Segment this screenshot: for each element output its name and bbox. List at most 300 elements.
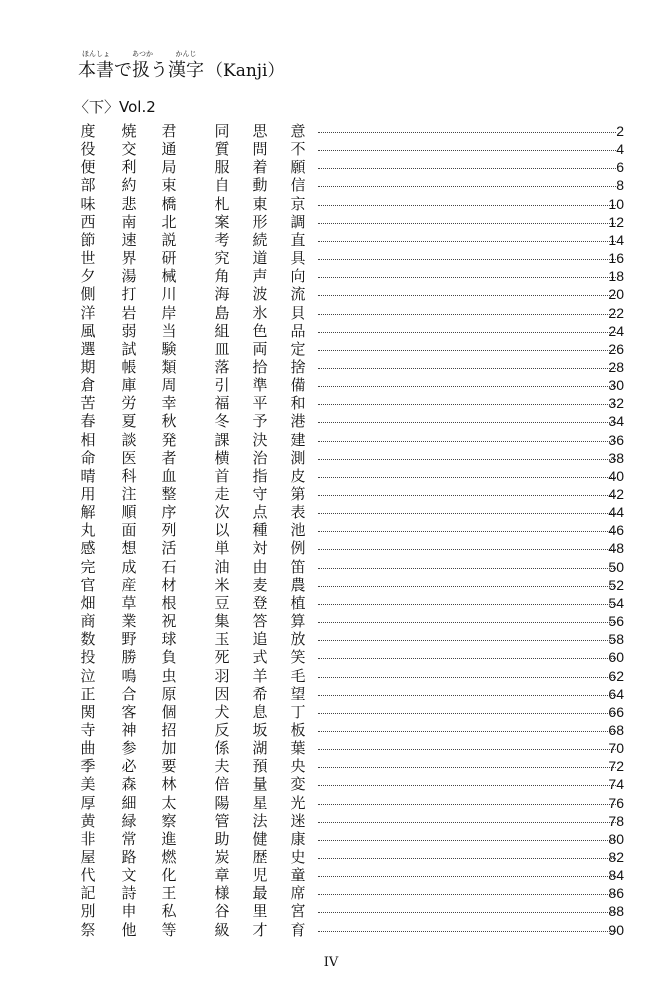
page-reference: 36 (608, 431, 624, 448)
page-reference: 82 (608, 849, 624, 865)
dot-leader (318, 822, 616, 823)
dot-leader (318, 912, 616, 913)
kanji-character: 才 (252, 920, 268, 939)
kanji-character: 石 (161, 557, 177, 576)
index-row (0, 340, 662, 358)
kanji-character: 私 (161, 902, 177, 921)
kanji-character: 感 (80, 539, 96, 558)
kanji-character: 捨 (290, 357, 306, 376)
ruby-base: 扱 (132, 60, 150, 81)
kanji-character: 参 (121, 739, 137, 758)
kanji-character: 常 (121, 829, 137, 848)
kanji-character: 犬 (214, 702, 230, 721)
index-row (0, 757, 662, 775)
kanji-character: 原 (161, 684, 177, 703)
kanji-character: 命 (80, 448, 96, 467)
page-reference: 64 (608, 685, 624, 702)
page-reference: 88 (608, 903, 624, 920)
kanji-character: 谷 (214, 902, 230, 921)
dot-leader (318, 422, 616, 423)
volume-subtitle: 〈下〉Vol.2 (74, 98, 156, 116)
kanji-character: 季 (80, 757, 96, 776)
kanji-character: 別 (80, 902, 96, 921)
kanji-character: 例 (290, 539, 306, 558)
title-ruby-2 (114, 60, 132, 82)
index-row (0, 884, 662, 902)
kanji-character: 章 (214, 866, 230, 885)
kanji-character: 東 (252, 194, 268, 213)
index-row (0, 576, 662, 594)
kanji-character: 束 (161, 176, 177, 195)
kanji-character: 類 (161, 357, 177, 376)
title-ruby-1 (78, 50, 114, 82)
kanji-character: 度 (80, 122, 96, 140)
kanji-character: 試 (121, 339, 137, 358)
index-row (0, 848, 662, 866)
kanji-character: 自 (214, 176, 230, 195)
title-ruby-4 (150, 60, 168, 82)
kanji-character: 記 (80, 884, 96, 903)
kanji-character: 健 (252, 829, 268, 848)
kanji-character: 因 (214, 684, 230, 703)
index-row (0, 195, 662, 213)
kanji-character: 倍 (214, 775, 230, 794)
kanji-character: 招 (161, 720, 177, 739)
dot-leader (318, 459, 616, 460)
kanji-character: 級 (214, 920, 230, 939)
kanji-character: 予 (252, 412, 268, 431)
kanji-character: 声 (252, 267, 268, 286)
ruby-base: 本書 (78, 60, 114, 81)
kanji-character: 意 (290, 122, 306, 140)
index-row (0, 140, 662, 158)
kanji-character: 預 (252, 757, 268, 776)
index-row (0, 703, 662, 721)
page-reference: 90 (608, 921, 624, 938)
kanji-character: 色 (252, 321, 268, 340)
kanji-character: 解 (80, 503, 96, 522)
kanji-character: 式 (252, 648, 268, 667)
page-reference: 34 (608, 413, 624, 430)
kanji-character: 決 (252, 430, 268, 449)
kanji-character: 械 (161, 267, 177, 286)
kanji-character: 草 (121, 593, 137, 612)
kanji-character: 宮 (290, 902, 306, 921)
page-reference: 60 (608, 649, 624, 666)
kanji-character: 周 (161, 376, 177, 395)
page-title (78, 50, 285, 82)
kanji-character: 黄 (80, 811, 96, 830)
kanji-character: 詩 (121, 884, 137, 903)
index-row (0, 812, 662, 830)
kanji-character: 鳴 (121, 666, 137, 685)
page-reference: 68 (608, 721, 624, 738)
kanji-character: 丁 (290, 702, 306, 721)
kanji-character: 正 (80, 684, 96, 703)
ruby-base: う (150, 60, 168, 81)
kanji-character: 建 (290, 430, 306, 449)
dot-leader (318, 876, 616, 877)
page-reference: 72 (608, 758, 624, 775)
kanji-character: 味 (80, 194, 96, 213)
kanji-character: 王 (161, 884, 177, 903)
kanji-character: 客 (121, 702, 137, 721)
kanji-character: 希 (252, 684, 268, 703)
kanji-character: 合 (121, 684, 137, 703)
kanji-character: 油 (214, 557, 230, 576)
kanji-character: 波 (252, 285, 268, 304)
kanji-character: 植 (290, 593, 306, 612)
kanji-character: 和 (290, 394, 306, 413)
kanji-character: 申 (121, 902, 137, 921)
index-row (0, 594, 662, 612)
dot-leader (318, 604, 616, 605)
kanji-character: 問 (252, 140, 268, 159)
page-reference: 10 (608, 195, 624, 212)
kanji-character: 形 (252, 212, 268, 231)
kanji-character: 登 (252, 593, 268, 612)
dot-leader (318, 804, 616, 805)
kanji-character: 海 (214, 285, 230, 304)
kanji-character: 勝 (121, 648, 137, 667)
kanji-character: 量 (252, 775, 268, 794)
kanji-character: 寺 (80, 720, 96, 739)
dot-leader (318, 731, 616, 732)
kanji-character: 洋 (80, 303, 96, 322)
kanji-character: 指 (252, 466, 268, 485)
index-row (0, 231, 662, 249)
kanji-character: 陽 (214, 793, 230, 812)
ruby-reading: あつか (132, 50, 153, 58)
kanji-character: 相 (80, 430, 96, 449)
kanji-character: 活 (161, 539, 177, 558)
kanji-character: 羊 (252, 666, 268, 685)
page-reference: 56 (608, 613, 624, 630)
kanji-character: 燃 (161, 848, 177, 866)
kanji-character: 約 (121, 176, 137, 195)
page-reference: 46 (608, 522, 624, 539)
kanji-character: 個 (161, 702, 177, 721)
ruby-reading: ほんしょ (82, 50, 110, 58)
title-ruby-5 (168, 50, 204, 82)
kanji-character: 考 (214, 230, 230, 249)
kanji-character: 焼 (121, 122, 137, 140)
page-reference: 18 (608, 268, 624, 285)
kanji-character: 流 (290, 285, 306, 304)
kanji-character: 根 (161, 593, 177, 612)
page-reference: 26 (608, 340, 624, 357)
dot-leader (318, 223, 616, 224)
dot-leader (318, 332, 616, 333)
dot-leader (318, 894, 616, 895)
kanji-character: 帳 (121, 357, 137, 376)
index-row (0, 775, 662, 793)
kanji-character: 野 (121, 630, 137, 649)
kanji-character: 対 (252, 539, 268, 558)
index-row (0, 213, 662, 231)
kanji-character: 算 (290, 612, 306, 631)
dot-leader (318, 785, 616, 786)
kanji-character: 便 (80, 158, 96, 177)
kanji-character: 島 (214, 303, 230, 322)
index-row (0, 739, 662, 757)
kanji-character: 里 (252, 902, 268, 921)
kanji-character: 局 (161, 158, 177, 177)
kanji-character: 晴 (80, 466, 96, 485)
kanji-character: 秋 (161, 412, 177, 431)
kanji-character: 者 (161, 448, 177, 467)
dot-leader (318, 404, 616, 405)
dot-leader (318, 150, 616, 151)
kanji-character: 皿 (214, 339, 230, 358)
page-reference: 84 (608, 867, 624, 884)
page-reference: 22 (608, 304, 624, 321)
dot-leader (318, 205, 616, 206)
dot-leader (318, 386, 616, 387)
kanji-character: 文 (121, 866, 137, 885)
kanji-character: 麦 (252, 575, 268, 594)
kanji-character: 加 (161, 739, 177, 758)
page-reference: 4 (616, 141, 624, 158)
index-row (0, 794, 662, 812)
kanji-character: 向 (290, 267, 306, 286)
kanji-character: 球 (161, 630, 177, 649)
index-row (0, 685, 662, 703)
kanji-character: 調 (290, 212, 306, 231)
kanji-character: 思 (252, 122, 268, 140)
kanji-character: 祝 (161, 612, 177, 631)
kanji-character: 整 (161, 485, 177, 503)
kanji-character: 血 (161, 466, 177, 485)
kanji-character: 説 (161, 230, 177, 249)
dot-leader (318, 658, 616, 659)
kanji-character: 材 (161, 575, 177, 594)
kanji-character: 神 (121, 720, 137, 739)
kanji-character: 道 (252, 249, 268, 268)
kanji-character: 童 (290, 866, 306, 885)
kanji-character: 北 (161, 212, 177, 231)
kanji-character: 平 (252, 394, 268, 413)
kanji-character: 細 (121, 793, 137, 812)
page-reference: 78 (608, 812, 624, 829)
page-reference: 44 (608, 504, 624, 521)
kanji-character: 期 (80, 357, 96, 376)
title-latin: （Kanji） (206, 61, 285, 81)
kanji-character: 想 (121, 539, 137, 558)
kanji-character: 面 (121, 521, 137, 540)
kanji-character: 京 (290, 194, 306, 213)
kanji-character: 必 (121, 757, 137, 776)
index-row (0, 285, 662, 303)
kanji-character: 次 (214, 503, 230, 522)
kanji-character: 林 (161, 775, 177, 794)
page-reference: 8 (616, 177, 624, 194)
kanji-character: 課 (214, 430, 230, 449)
kanji-character: 服 (214, 158, 230, 177)
dot-leader (318, 368, 616, 369)
ruby-reading: かんじ (175, 50, 197, 58)
page-reference: 50 (608, 558, 624, 575)
page-reference: 66 (608, 703, 624, 720)
index-row (0, 612, 662, 630)
index-row (0, 122, 662, 140)
kanji-character: 交 (121, 140, 137, 159)
kanji-character: 湖 (252, 739, 268, 758)
dot-leader (318, 314, 616, 315)
kanji-character: 科 (121, 466, 137, 485)
title-ruby-3 (132, 50, 153, 82)
kanji-character: 毛 (290, 666, 306, 685)
kanji-character: 反 (214, 720, 230, 739)
kanji-character: 落 (214, 357, 230, 376)
kanji-character: 様 (214, 884, 230, 903)
kanji-character: 追 (252, 630, 268, 649)
kanji-character: 測 (290, 448, 306, 467)
index-row (0, 830, 662, 848)
kanji-character: 他 (121, 920, 137, 939)
page-reference: 48 (608, 540, 624, 557)
kanji-character: 選 (80, 339, 96, 358)
kanji-character: 悲 (121, 194, 137, 213)
dot-leader (318, 568, 616, 569)
kanji-character: 農 (290, 575, 306, 594)
kanji-character: 西 (80, 212, 96, 231)
kanji-character: 夏 (121, 412, 137, 431)
dot-leader (318, 513, 616, 514)
page-reference: 6 (616, 159, 624, 176)
kanji-character: 準 (252, 376, 268, 395)
kanji-character: 康 (290, 829, 306, 848)
index-row (0, 249, 662, 267)
page-reference: 38 (608, 449, 624, 466)
kanji-character: 注 (121, 485, 137, 503)
kanji-character: 森 (121, 775, 137, 794)
kanji-character: 界 (121, 249, 137, 268)
kanji-character: 岩 (121, 303, 137, 322)
kanji-character: 曲 (80, 739, 96, 758)
index-row (0, 376, 662, 394)
kanji-character: 路 (121, 848, 137, 866)
index-row (0, 358, 662, 376)
page-reference: 40 (608, 467, 624, 484)
index-row (0, 921, 662, 939)
kanji-character: 迷 (290, 811, 306, 830)
kanji-character: 太 (161, 793, 177, 812)
kanji-character: 息 (252, 702, 268, 721)
kanji-character: 直 (290, 230, 306, 249)
dot-leader (318, 586, 616, 587)
dot-leader (318, 713, 616, 714)
index-row (0, 485, 662, 503)
kanji-character: 品 (290, 321, 306, 340)
kanji-character: 察 (161, 811, 177, 830)
kanji-character: 部 (80, 176, 96, 195)
kanji-character: 役 (80, 140, 96, 159)
index-row (0, 394, 662, 412)
kanji-character: 組 (214, 321, 230, 340)
kanji-character: 当 (161, 321, 177, 340)
kanji-character: 岸 (161, 303, 177, 322)
index-row (0, 539, 662, 557)
kanji-character: 湯 (121, 267, 137, 286)
kanji-character: 皮 (290, 466, 306, 485)
kanji-character: 列 (161, 521, 177, 540)
kanji-character: 究 (214, 249, 230, 268)
kanji-character: 貝 (290, 303, 306, 322)
kanji-character: 案 (214, 212, 230, 231)
kanji-character: 君 (161, 122, 177, 140)
kanji-character: 走 (214, 485, 230, 503)
page-reference: 24 (608, 322, 624, 339)
kanji-character: 表 (290, 503, 306, 522)
dot-leader (318, 749, 616, 750)
kanji-character: 着 (252, 158, 268, 177)
kanji-character: 美 (80, 775, 96, 794)
index-row (0, 176, 662, 194)
kanji-character: 最 (252, 884, 268, 903)
kanji-character: 側 (80, 285, 96, 304)
dot-leader (318, 695, 616, 696)
kanji-character: 両 (252, 339, 268, 358)
kanji-character: 笑 (290, 648, 306, 667)
kanji-character: 死 (214, 648, 230, 667)
kanji-character: 具 (290, 249, 306, 268)
ruby-base: で (114, 60, 132, 81)
kanji-character: 弱 (121, 321, 137, 340)
dot-leader (318, 858, 616, 859)
kanji-character: 放 (290, 630, 306, 649)
kanji-character: 望 (290, 684, 306, 703)
index-row (0, 158, 662, 176)
kanji-character: 質 (214, 140, 230, 159)
kanji-character: 米 (214, 575, 230, 594)
kanji-character: 横 (214, 448, 230, 467)
dot-leader (318, 132, 616, 133)
kanji-character: 橋 (161, 194, 177, 213)
kanji-character: 数 (80, 630, 96, 649)
kanji-character: 光 (290, 793, 306, 812)
index-row (0, 630, 662, 648)
kanji-character: 定 (290, 339, 306, 358)
ruby-base: 漢字 (168, 60, 204, 81)
dot-leader (318, 477, 616, 478)
index-row (0, 304, 662, 322)
page-reference: 76 (608, 794, 624, 811)
kanji-character: 角 (214, 267, 230, 286)
index-row (0, 449, 662, 467)
dot-leader (318, 259, 616, 260)
kanji-character: 備 (290, 376, 306, 395)
index-row (0, 558, 662, 576)
kanji-character: 研 (161, 249, 177, 268)
dot-leader (318, 295, 616, 296)
kanji-character: 由 (252, 557, 268, 576)
kanji-character: 風 (80, 321, 96, 340)
kanji-character: 治 (252, 448, 268, 467)
index-row (0, 721, 662, 739)
kanji-character: 完 (80, 557, 96, 576)
kanji-character: 川 (161, 285, 177, 304)
kanji-character: 成 (121, 557, 137, 576)
kanji-character: 児 (252, 866, 268, 885)
kanji-character: 要 (161, 757, 177, 776)
kanji-character: 倉 (80, 376, 96, 395)
dot-leader (318, 840, 616, 841)
kanji-character: 庫 (121, 376, 137, 395)
dot-leader (318, 549, 616, 550)
kanji-character: 首 (214, 466, 230, 485)
kanji-character: 係 (214, 739, 230, 758)
